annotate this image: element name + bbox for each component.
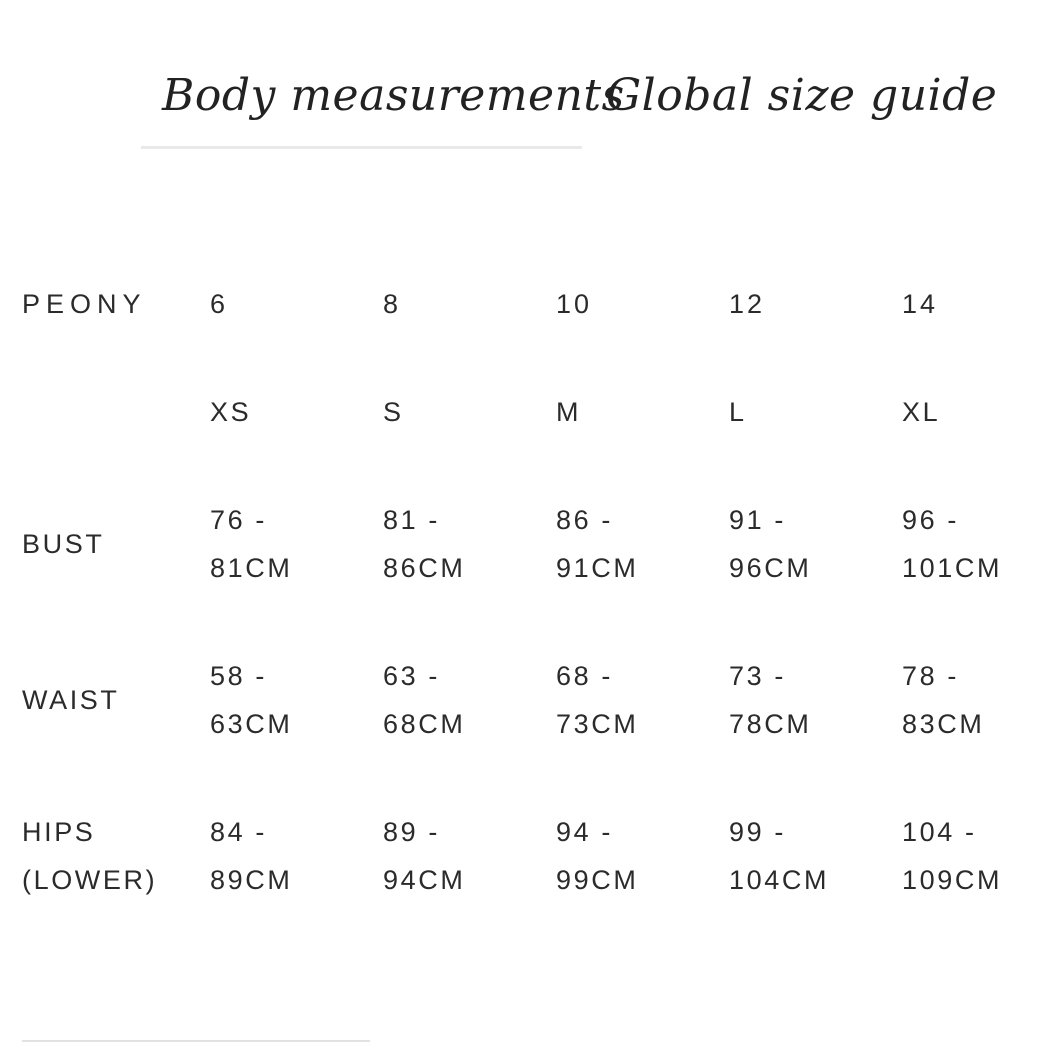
measurement-cell	[556, 622, 729, 778]
alpha-size-row	[0, 358, 1042, 466]
measurement-label-line1: BUST	[22, 529, 105, 559]
size-number: 14	[902, 289, 939, 319]
range-end: 104CM	[729, 865, 830, 895]
waist-row	[0, 622, 1042, 778]
measurement-cell	[210, 466, 383, 622]
range-start: 99 -	[729, 817, 786, 847]
alpha-size: M	[556, 397, 582, 427]
measurement-label-line2: (LOWER)	[22, 865, 158, 895]
range-end: 81CM	[210, 553, 293, 583]
empty-label-cell	[0, 358, 210, 466]
measurement-cell	[729, 466, 902, 622]
alpha-size: XL	[902, 397, 941, 427]
hips-row	[0, 778, 1042, 934]
range-end: 73CM	[556, 709, 639, 739]
measurement-cell	[210, 622, 383, 778]
range-end: 99CM	[556, 865, 639, 895]
range-start: 96 -	[902, 505, 959, 535]
range-end: 109CM	[902, 865, 1003, 895]
tab-global-size-guide[interactable]: Global size guide	[606, 70, 998, 121]
measurement-cell	[210, 778, 383, 934]
brand-label: PEONY	[22, 289, 147, 319]
range-start: 63 -	[383, 661, 440, 691]
bust-row	[0, 466, 1042, 622]
alpha-size: L	[729, 397, 747, 427]
range-end: 68CM	[383, 709, 466, 739]
range-start: 86 -	[556, 505, 613, 535]
size-number: 12	[729, 289, 766, 319]
measurement-cell	[556, 466, 729, 622]
measurement-cell	[383, 622, 556, 778]
range-start: 84 -	[210, 817, 267, 847]
range-end: 89CM	[210, 865, 293, 895]
range-start: 91 -	[729, 505, 786, 535]
measurement-label	[0, 466, 210, 622]
range-start: 73 -	[729, 661, 786, 691]
range-end: 83CM	[902, 709, 985, 739]
range-end: 78CM	[729, 709, 812, 739]
measurement-cell	[902, 778, 1042, 934]
measurement-cell	[729, 622, 902, 778]
range-end: 94CM	[383, 865, 466, 895]
tab-body-measurements[interactable]: Body measurements	[162, 70, 625, 121]
range-start: 68 -	[556, 661, 613, 691]
size-guide-tabs	[0, 0, 1042, 160]
measurement-cell	[383, 778, 556, 934]
range-start: 89 -	[383, 817, 440, 847]
size-number: 8	[383, 289, 402, 319]
alpha-size: XS	[210, 397, 252, 427]
range-start: 104 -	[902, 817, 977, 847]
alpha-size: S	[383, 397, 404, 427]
measurement-cell	[556, 778, 729, 934]
range-start: 94 -	[556, 817, 613, 847]
measurement-label	[0, 778, 210, 934]
size-number: 6	[210, 289, 229, 319]
range-start: 81 -	[383, 505, 440, 535]
range-end: 96CM	[729, 553, 812, 583]
measurement-cell	[383, 466, 556, 622]
range-end: 101CM	[902, 553, 1003, 583]
measurement-label-line1: HIPS	[22, 817, 96, 847]
range-end: 86CM	[383, 553, 466, 583]
active-tab-underline	[141, 146, 582, 149]
range-start: 78 -	[902, 661, 959, 691]
peony-size-row	[0, 250, 1042, 358]
measurement-label-line1: WAIST	[22, 685, 120, 715]
measurement-label	[0, 622, 210, 778]
range-end: 91CM	[556, 553, 639, 583]
size-chart-table	[0, 250, 1042, 934]
range-end: 63CM	[210, 709, 293, 739]
range-start: 58 -	[210, 661, 267, 691]
range-start: 76 -	[210, 505, 267, 535]
size-number: 10	[556, 289, 593, 319]
measurement-cell	[902, 466, 1042, 622]
measurement-cell	[902, 622, 1042, 778]
measurement-cell	[729, 778, 902, 934]
